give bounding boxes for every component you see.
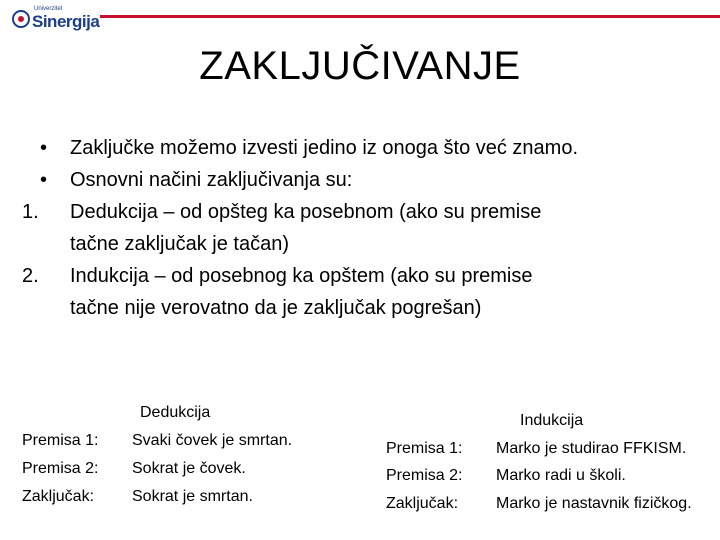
bullet-text: Zaključke možemo izvesti jedino iz onoga što već znamo. (70, 137, 579, 159)
deduction-text-2: Sokrat je čovek. (132, 460, 246, 477)
induction-heading: Indukcija (520, 412, 584, 429)
number-marker: 1. (22, 201, 39, 223)
bullet-text: Osnovni načini zaključivanja su: (70, 169, 353, 191)
deduction-text-3: Sokrat je smrtan. (132, 488, 253, 505)
logo-subtitle: Univerzitet (34, 6, 63, 12)
induction-label-2: Premisa 2: (386, 467, 463, 484)
bullet-text: Indukcija – od posebnog ka opštem (ako su premise (70, 265, 533, 287)
induction-label-3: Zaključak: (386, 495, 459, 512)
logo-name: Sinergija (32, 12, 100, 31)
bullet-item (22, 164, 712, 196)
induction-text-2: Marko radi u školi. (496, 467, 626, 484)
bullet-marker: • (40, 169, 48, 191)
deduction-label-3: Zaključak: (22, 488, 95, 505)
induction-text-3: Marko je nastavnik fizičkog. (496, 495, 692, 512)
header-divider (100, 15, 720, 18)
page-title: ZAKLJUČIVANJE (199, 44, 521, 88)
bullet-item (22, 132, 712, 164)
sinergija-logo-icon (12, 10, 30, 28)
induction-label-1: Premisa 1: (386, 440, 463, 457)
numbered-item (22, 196, 712, 228)
university-logo (10, 6, 100, 32)
deduction-text-1: Svaki čovek je smrtan. (132, 432, 293, 449)
numbered-item (22, 260, 712, 292)
deduction-heading: Dedukcija (140, 404, 211, 421)
bullet-continuation: tačne zaključak je tačan) (70, 233, 290, 255)
bullet-continuation: tačne nije verovatno da je zaključak pogrešan) (70, 297, 482, 319)
number-marker: 2. (22, 265, 39, 287)
deduction-label-1: Premisa 1: (22, 432, 99, 449)
bullet-marker: • (40, 137, 48, 159)
bullet-list (22, 132, 712, 324)
deduction-label-2: Premisa 2: (22, 460, 99, 477)
bullet-text: Dedukcija – od opšteg ka posebnom (ako su premise (70, 201, 542, 223)
induction-text-1: Marko je studirao FFKISM. (496, 440, 687, 457)
